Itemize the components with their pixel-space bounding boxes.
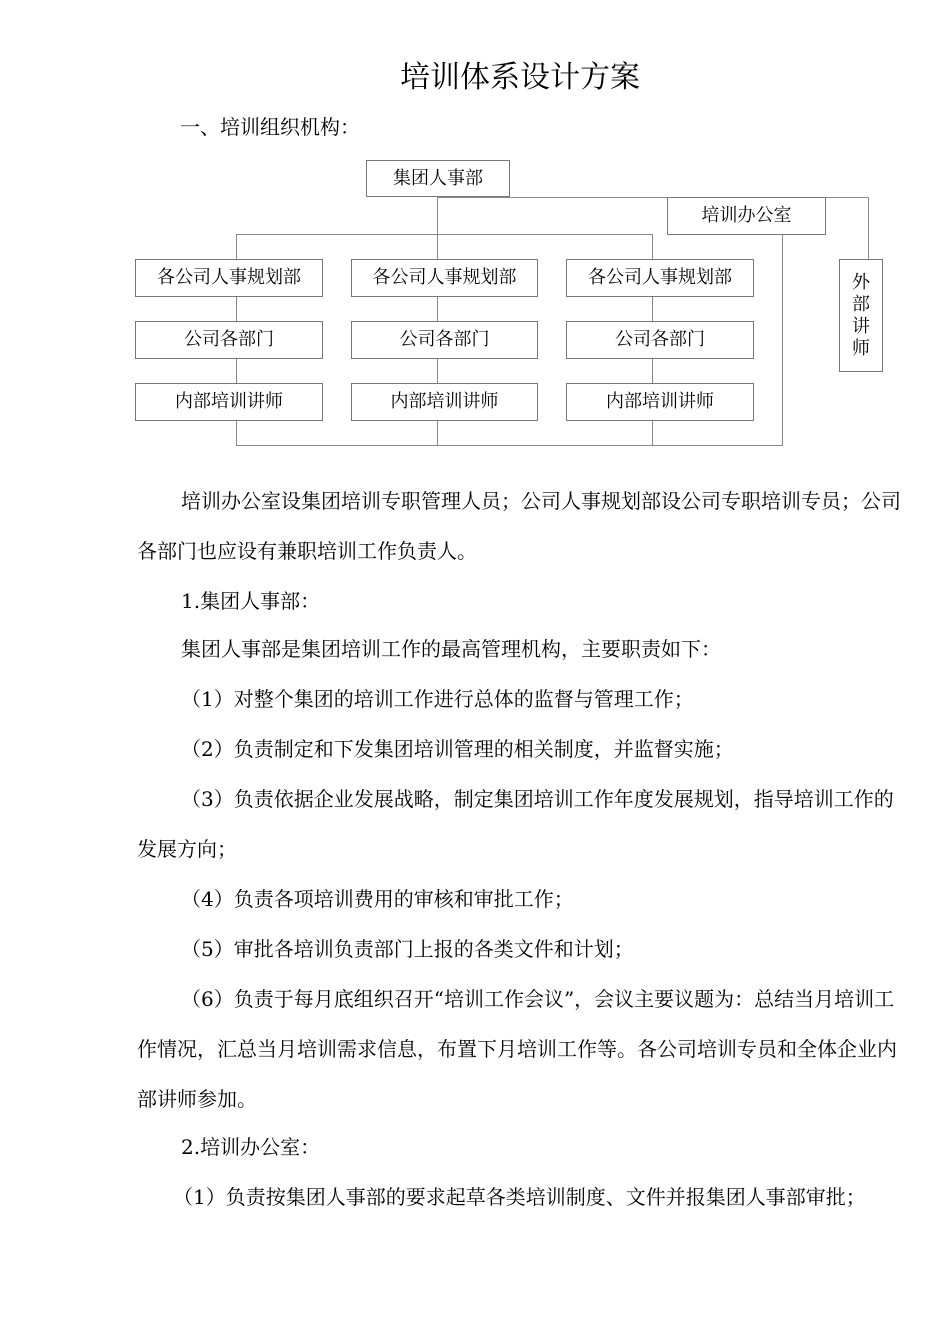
connector [782, 234, 783, 446]
list-item-3: （3）负责依据企业发展战略，制定集团培训工作年度发展规划，指导培训工作的发展方向； [137, 787, 894, 861]
org-node-planning-3: 各公司人事规划部 [566, 259, 754, 297]
org-node-trainers-1: 内部培训讲师 [135, 383, 323, 421]
connector [236, 234, 653, 235]
list-item-6: （6）负责于每月底组织召开“培训工作会议”，会议主要议题为：总结当月培训工作情况，汇总当月培训需求信息，布置下月培训工作等。各公司培训专员和全体企业内部讲师参加。 [137, 987, 897, 1111]
org-node-departments-1: 公司各部门 [135, 321, 323, 359]
heading-training-office: 2.培训办公室： [181, 1135, 321, 1159]
paragraph-hr-group-desc: 集团人事部是集团培训工作的最高管理机构，主要职责如下： [181, 637, 721, 661]
org-node-hr-group: 集团人事部 [366, 160, 510, 197]
org-node-departments-2: 公司各部门 [351, 321, 538, 359]
list-item-office-1: （1）负责按集团人事部的要求起草各类培训制度、文件并报集团人事部审批； [173, 1185, 866, 1209]
list-item-4: （4）负责各项培训费用的审核和审批工作； [181, 887, 574, 911]
org-node-external-lecturers: 外 部 讲 师 [839, 259, 883, 372]
list-item-5: （5）审批各培训负责部门上报的各类文件和计划； [181, 937, 634, 961]
connector [236, 445, 783, 446]
connector [868, 197, 869, 259]
org-node-planning-2: 各公司人事规划部 [351, 259, 538, 297]
org-node-trainers-2: 内部培训讲师 [351, 383, 538, 421]
org-node-trainers-3: 内部培训讲师 [566, 383, 754, 421]
org-node-training-office: 培训办公室 [667, 197, 826, 235]
list-item-1: （1）对整个集团的培训工作进行总体的监督与管理工作； [181, 687, 694, 711]
org-chart [0, 0, 950, 470]
list-item-2: （2）负责制定和下发集团培训管理的相关制度，并监督实施； [181, 737, 734, 761]
section-heading-org: 一、培训组织机构： [180, 115, 360, 139]
paragraph-intro: 培训办公室设集团培训专职管理人员；公司人事规划部设公司专职培训专员；公司各部门也应设有兼职培训工作负责人。 [137, 489, 901, 563]
heading-hr-group: 1.集团人事部： [181, 589, 321, 613]
org-node-departments-3: 公司各部门 [566, 321, 754, 359]
org-node-planning-1: 各公司人事规划部 [135, 259, 323, 297]
document-title: 培训体系设计方案 [400, 60, 640, 95]
